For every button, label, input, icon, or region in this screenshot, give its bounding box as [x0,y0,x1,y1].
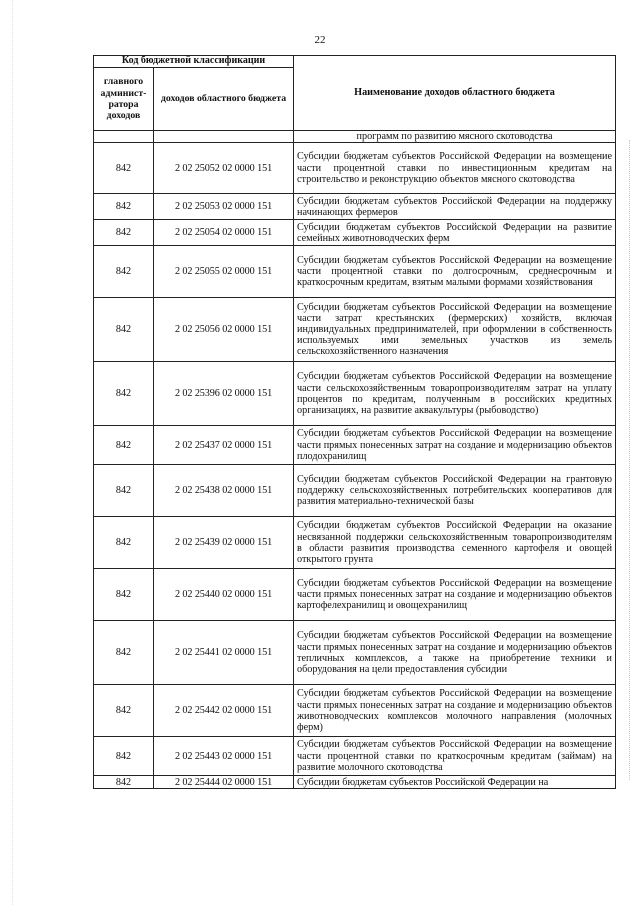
table-row [94,194,616,220]
admin-code-cell: 842 [94,362,154,426]
revenue-code-cell: 2 02 25052 02 0000 151 [154,143,294,194]
revenue-name-cell: Субсидии бюджетам субъектов Российской Федерации на грантовую поддержку сельскохозяйственных потребительских кооперативов для развития материально-технической базы [294,465,616,517]
name-cell: программ по развитию мясного скотоводства [294,131,616,143]
table-row [94,220,616,246]
table-row-continuation [94,131,616,143]
header-budget-classification: Код бюджетной классификации [94,56,294,68]
table-row [94,517,616,569]
admin-code-cell: 842 [94,517,154,569]
admin-code-cell: 842 [94,737,154,776]
admin-code-cell: 842 [94,569,154,621]
revenue-name-cell: Субсидии бюджетам субъектов Российской Федерации на возмещение части процентной ставки по краткосрочным кредитам (займам) на развитие молочного скотоводства [294,737,616,776]
revenue-code-cell: 2 02 25053 02 0000 151 [154,194,294,220]
revenue-code-cell: 2 02 25438 02 0000 151 [154,465,294,517]
revenue-name-cell: Субсидии бюджетам субъектов Российской Федерации на поддержку начинающих фермеров [294,194,616,220]
revenue-name-cell: Субсидии бюджетам субъектов Российской Федерации на возмещение части затрат крестьянских (фермерских) хозяйств, включая индивидуальных предпринимателей, при оформлении в собственность используемых ими земельных участков из земель сельскохозяйственного назначения [294,298,616,362]
admin-code-cell: 842 [94,220,154,246]
scan-edge-right [629,140,631,780]
revenue-code-cell: 2 02 25396 02 0000 151 [154,362,294,426]
table-row [94,143,616,194]
revenue-name-cell: Субсидии бюджетам субъектов Российской Федерации на развитие семейных животноводческих ферм [294,220,616,246]
admin-cell [94,131,154,143]
admin-code-cell: 842 [94,685,154,737]
budget-classification-table [93,55,616,789]
table-row [94,685,616,737]
revenue-code-cell: 2 02 25444 02 0000 151 [154,776,294,789]
revenue-name-cell: Субсидии бюджетам субъектов Российской Федерации на возмещение части прямых понесенных затрат на создание и модернизацию объектов животноводческих комплексов молочного направления (молочных ферм) [294,685,616,737]
header-revenue-code: доходов областного бюджета [154,68,294,131]
admin-code-cell: 842 [94,143,154,194]
admin-code-cell: 842 [94,465,154,517]
revenue-name-cell: Субсидии бюджетам субъектов Российской Федерации на возмещение части прямых понесенных затрат на создание и модернизацию объектов тепличных комплексов, а также на приобретение техники и оборудования на цели предоставления субсидии [294,621,616,685]
table-row [94,569,616,621]
table-row [94,776,616,789]
table-body [94,131,616,789]
page-number: 22 [314,34,326,46]
table-row [94,362,616,426]
revenue-code-cell: 2 02 25443 02 0000 151 [154,737,294,776]
revenue-code-cell: 2 02 25441 02 0000 151 [154,621,294,685]
admin-code-cell: 842 [94,246,154,298]
table-row [94,465,616,517]
revenue-name-cell: Субсидии бюджетам субъектов Российской Федерации на возмещение части прямых понесенных затрат на создание и модернизацию объектов картофелехранилищ и овощехранилищ [294,569,616,621]
code-cell [154,131,294,143]
revenue-code-cell: 2 02 25440 02 0000 151 [154,569,294,621]
revenue-name-cell: Субсидии бюджетам субъектов Российской Федерации на возмещение части сельскохозяйственным товаропроизводителям затрат на уплату процентов по кредитам, полученным в российских кредитных организациях, на развитие аквакультуры (рыбоводство) [294,362,616,426]
revenue-name-cell: Субсидии бюджетам субъектов Российской Федерации на возмещение части прямых понесенных затрат на создание и модернизацию объектов плодохранилищ [294,426,616,465]
admin-code-cell: 842 [94,776,154,789]
revenue-code-cell: 2 02 25437 02 0000 151 [154,426,294,465]
table-row [94,426,616,465]
revenue-name-cell: Субсидии бюджетам субъектов Российской Федерации на [294,776,616,789]
revenue-code-cell: 2 02 25054 02 0000 151 [154,220,294,246]
table-row [94,621,616,685]
revenue-name-cell: Субсидии бюджетам субъектов Российской Федерации на возмещение части процентной ставки по долгосрочным, среднесрочным и краткосрочным кредитам, взятым малыми формами хозяйствования [294,246,616,298]
revenue-code-cell: 2 02 25439 02 0000 151 [154,517,294,569]
revenue-name-cell: Субсидии бюджетам субъектов Российской Федерации на возмещение части процентной ставки по инвестиционным кредитам на строительство и реконструкцию объектов мясного скотоводства [294,143,616,194]
table-row [94,298,616,362]
header-revenue-name: Наименование доходов областного бюджета [294,56,616,131]
header-main-administrator: главного админист-ратора доходов [94,68,154,131]
revenue-code-cell: 2 02 25055 02 0000 151 [154,246,294,298]
revenue-code-cell: 2 02 25442 02 0000 151 [154,685,294,737]
table-row [94,737,616,776]
table-row [94,246,616,298]
admin-code-cell: 842 [94,621,154,685]
admin-code-cell: 842 [94,298,154,362]
revenue-name-cell: Субсидии бюджетам субъектов Российской Федерации на оказание несвязанной поддержки сельскохозяйственным товаропроизводителям в области развития производства семенного картофеля и овощей открытого грунта [294,517,616,569]
admin-code-cell: 842 [94,426,154,465]
admin-code-cell: 842 [94,194,154,220]
scan-edge-left [12,0,14,905]
revenue-code-cell: 2 02 25056 02 0000 151 [154,298,294,362]
